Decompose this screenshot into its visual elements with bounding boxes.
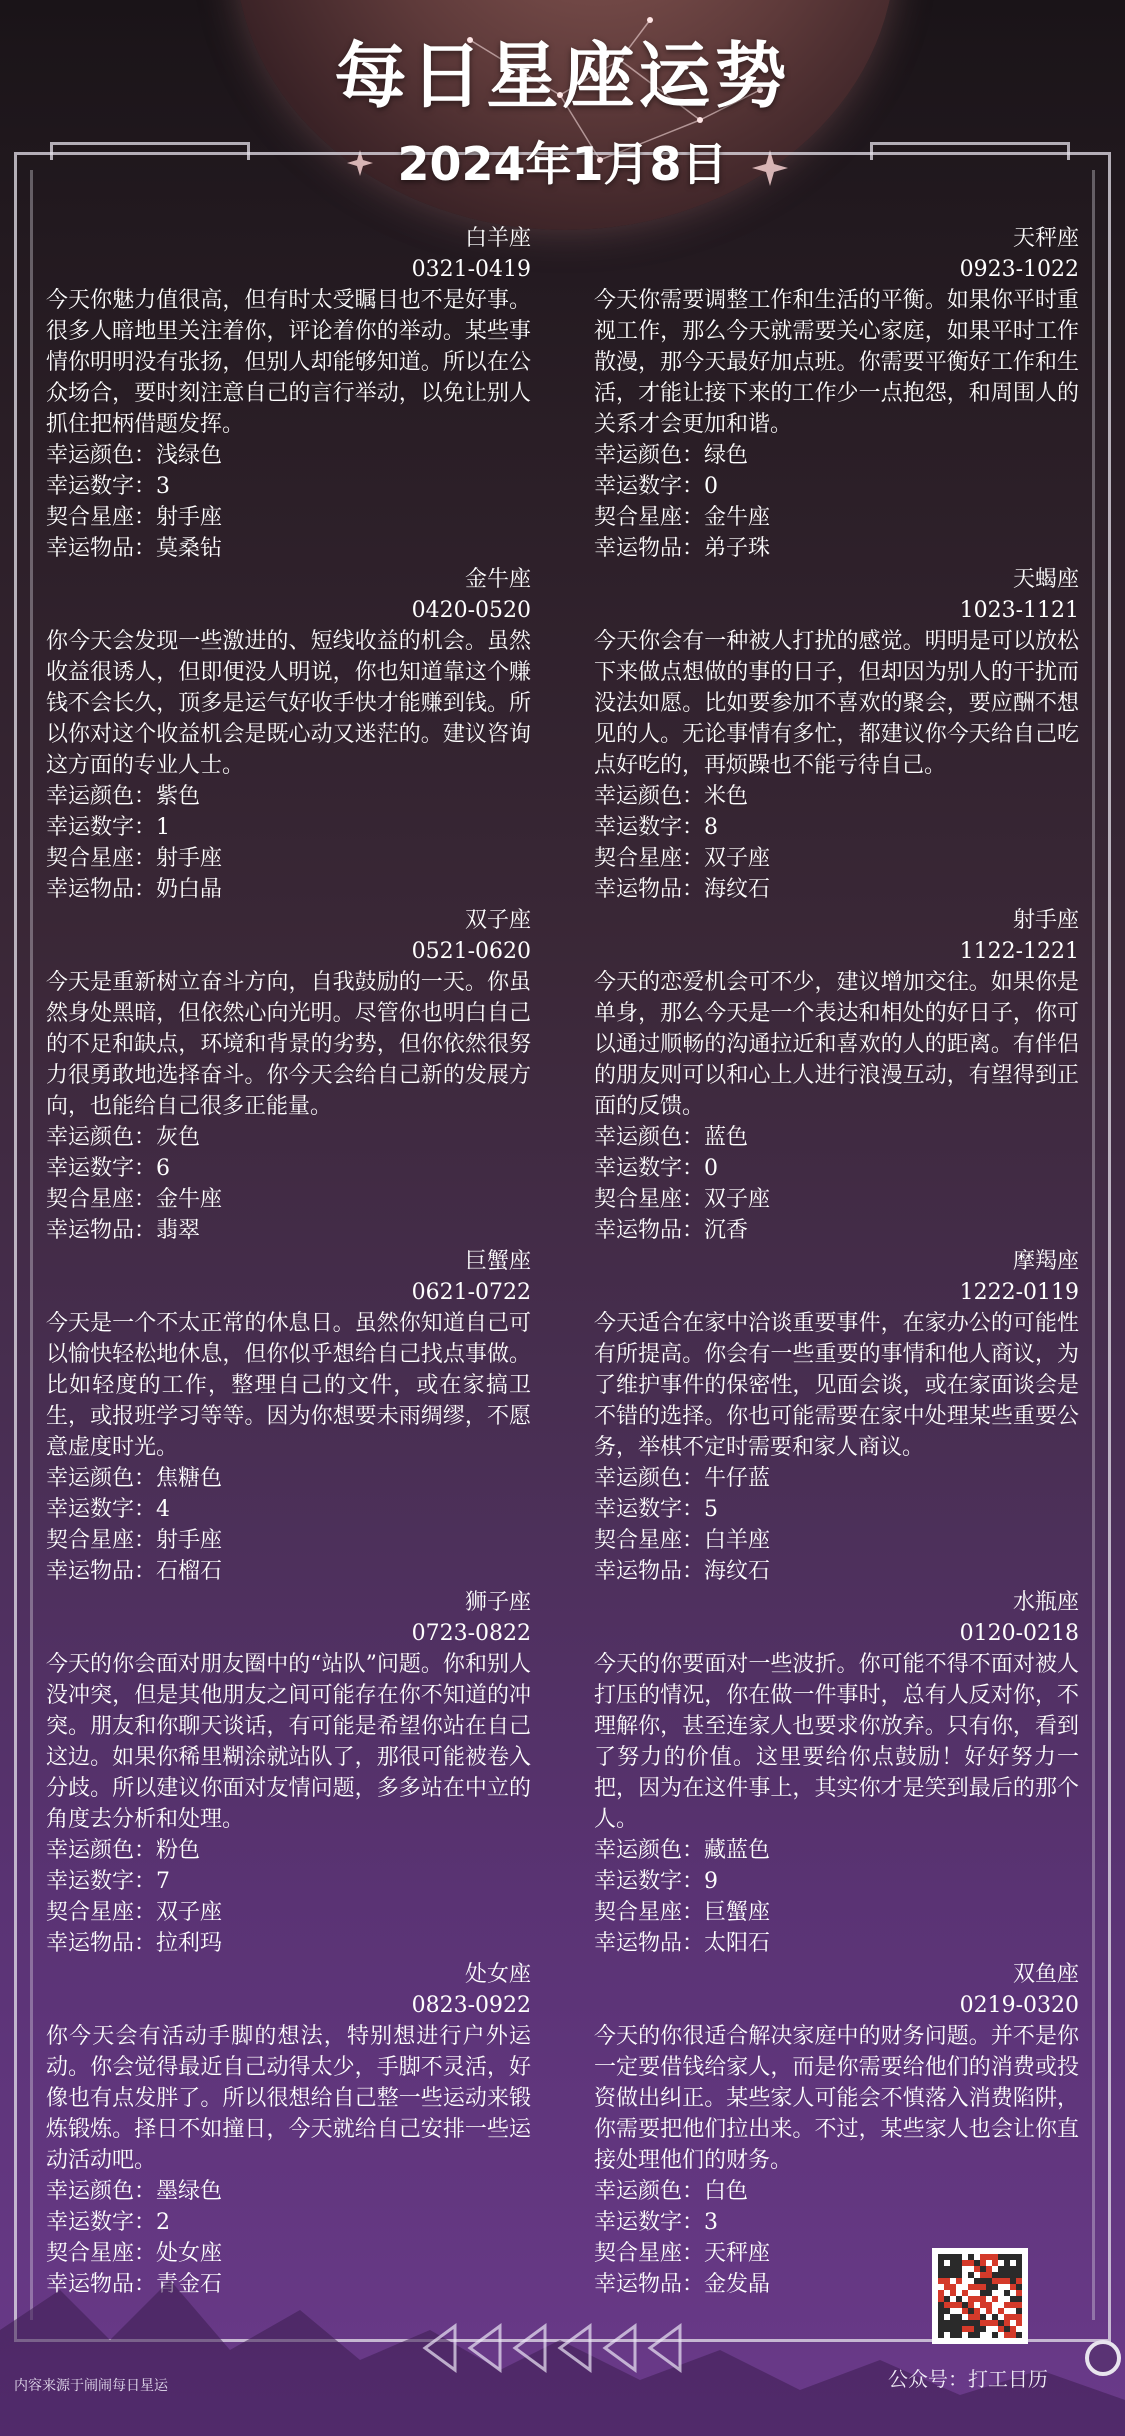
matching-sign: 契合星座：金牛座 xyxy=(594,505,771,530)
sign-date-range: 0521-0620 xyxy=(411,939,531,964)
lucky-color: 幸运颜色：灰色 xyxy=(46,1125,201,1150)
sign-date-range: 1222-0119 xyxy=(959,1280,1079,1305)
matching-sign: 契合星座：金牛座 xyxy=(46,1187,223,1212)
matching-sign: 契合星座：双子座 xyxy=(594,1187,771,1212)
lucky-item: 幸运物品：沉香 xyxy=(594,1218,749,1243)
matching-sign: 契合星座：射手座 xyxy=(46,1528,223,1553)
sign-card-leo xyxy=(46,1587,531,1959)
lucky-color: 幸运颜色：焦糖色 xyxy=(46,1466,223,1491)
qr-code xyxy=(932,2248,1028,2344)
lucky-number: 幸运数字：4 xyxy=(46,1497,170,1522)
sign-fortune-text: 今天的你要面对一些波折。你可能不得不面对被人打压的情况，你在做一件事时，总有人反对你，不理解你，甚至连家人也要求你放弃。只有你，看到了努力的价值。这里要给你点鼓励！好好努力一把，因为在这件事上，其实你才是笑到最后的那个人。 xyxy=(594,1652,1079,1832)
lucky-number: 幸运数字：3 xyxy=(46,474,170,499)
matching-sign: 契合星座：射手座 xyxy=(46,846,223,871)
sign-card-aries xyxy=(46,223,531,564)
matching-sign: 契合星座：白羊座 xyxy=(594,1528,771,1553)
lucky-item: 幸运物品：海纹石 xyxy=(594,1559,771,1584)
lucky-item: 幸运物品：金发晶 xyxy=(594,2272,771,2297)
lucky-item: 幸运物品：弟子珠 xyxy=(594,536,771,561)
sign-card-libra xyxy=(594,223,1079,564)
lucky-number: 幸运数字：6 xyxy=(46,1156,170,1181)
lucky-number: 幸运数字：9 xyxy=(594,1869,718,1894)
sign-card-gemini xyxy=(46,905,531,1246)
lucky-color: 幸运颜色：绿色 xyxy=(594,443,749,468)
sign-name: 金牛座 xyxy=(464,567,531,592)
sign-name: 双鱼座 xyxy=(1012,1962,1079,1987)
sign-fortune-text: 今天适合在家中洽谈重要事件，在家办公的可能性有所提高。你会有一些重要的事情和他人商议，为了维护事件的保密性，见面会谈，或在家面谈会是不错的选择。你也可能需要在家中处理某些重要公务，举棋不定时需要和家人商议。 xyxy=(594,1311,1079,1460)
sign-name: 摩羯座 xyxy=(1012,1249,1079,1274)
lucky-item: 幸运物品：莫桑钻 xyxy=(46,536,223,561)
lucky-color: 幸运颜色：白色 xyxy=(594,2179,749,2204)
sign-fortune-text: 今天是重新树立奋斗方向，自我鼓励的一天。你虽然身处黑暗，但依然心向光明。尽管你也明白自己的不足和缺点，环境和背景的劣势，但你依然很努力很勇敢地选择奋斗。你今天会给自己新的发展方向，也能给自己很多正能量。 xyxy=(46,970,531,1119)
page-title: 每日星座运势 xyxy=(334,34,791,118)
lucky-number: 幸运数字：8 xyxy=(594,815,718,840)
lucky-number: 幸运数字：3 xyxy=(594,2210,718,2235)
lucky-item: 幸运物品：青金石 xyxy=(46,2272,223,2297)
sign-card-taurus xyxy=(46,564,531,905)
sign-name: 水瓶座 xyxy=(1012,1590,1079,1615)
lucky-color: 幸运颜色：浅绿色 xyxy=(46,443,223,468)
matching-sign: 契合星座：双子座 xyxy=(46,1900,223,1925)
lucky-color: 幸运颜色：米色 xyxy=(594,784,749,809)
sign-fortune-text: 今天你会有一种被人打扰的感觉。明明是可以放松下来做点想做的事的日子，但却因为别人的干扰而没法如愿。比如要参加不喜欢的聚会，要应酬不想见的人。无论事情有多忙，都建议你今天给自己吃点好吃的，再烦躁也不能亏待自己。 xyxy=(594,629,1079,778)
lucky-number: 幸运数字：5 xyxy=(594,1497,718,1522)
sign-date-range: 0923-1022 xyxy=(959,257,1079,282)
corner-dot-decoration xyxy=(1085,2340,1121,2376)
lucky-color: 幸运颜色：粉色 xyxy=(46,1838,201,1863)
sign-name: 射手座 xyxy=(1012,908,1079,933)
lucky-number: 幸运数字：1 xyxy=(46,815,170,840)
frame-line-left xyxy=(30,170,33,2320)
right-column xyxy=(594,223,1079,2300)
lucky-number: 幸运数字：2 xyxy=(46,2210,170,2235)
sign-date-range: 0420-0520 xyxy=(411,598,531,623)
sign-date-range: 0321-0419 xyxy=(411,257,531,282)
lucky-item: 幸运物品：翡翠 xyxy=(46,1218,201,1243)
lucky-color: 幸运颜色：墨绿色 xyxy=(46,2179,223,2204)
sign-date-range: 0120-0218 xyxy=(959,1621,1079,1646)
frame-line-right xyxy=(1092,170,1095,2320)
sign-date-range: 0621-0722 xyxy=(411,1280,531,1305)
sign-name: 白羊座 xyxy=(464,226,531,251)
sign-fortune-text: 今天的你会面对朋友圈中的“站队”问题。你和别人没冲突，但是其他朋友之间可能存在你不知道的冲突。朋友和你聊天谈话，有可能是希望你站在自己这边。如果你稀里糊涂就站队了，那很可能被卷入分歧。所以建议你面对友情问题，多多站在中立的角度去分析和处理。 xyxy=(46,1652,531,1832)
sign-date-range: 1122-1221 xyxy=(959,939,1079,964)
sign-card-capricorn xyxy=(594,1246,1079,1587)
sign-name: 天秤座 xyxy=(1012,226,1079,251)
sign-fortune-text: 今天的你很适合解决家庭中的财务问题。并不是你一定要借钱给家人，而是你需要给他们的消费或投资做出纠正。某些家人可能会不慎落入消费陷阱，你需要把他们拉出来。不过，某些家人也会让你直接处理他们的财务。 xyxy=(594,2024,1079,2173)
lucky-item: 幸运物品：奶白晶 xyxy=(46,877,223,902)
sign-fortune-text: 今天的恋爱机会可不少，建议增加交往。如果你是单身，那么今天是一个表达和相处的好日子，你可以通过顺畅的沟通拉近和喜欢的人的距离。有伴侣的朋友则可以和心上人进行浪漫互动，有望得到正面的反馈。 xyxy=(594,970,1079,1119)
matching-sign: 契合星座：巨蟹座 xyxy=(594,1900,771,1925)
lucky-color: 幸运颜色：紫色 xyxy=(46,784,201,809)
lucky-number: 幸运数字：7 xyxy=(46,1869,170,1894)
sign-fortune-text: 你今天会发现一些激进的、短线收益的机会。虽然收益很诱人，但即便没人明说，你也知道靠这个赚钱不会长久，顶多是运气好收手快才能赚到钱。所以你对这个收益机会是既心动又迷茫的。建议咨询这方面的专业人士。 xyxy=(46,629,531,778)
matching-sign: 契合星座：天秤座 xyxy=(594,2241,771,2266)
lucky-item: 幸运物品：太阳石 xyxy=(594,1931,771,1956)
sign-card-cancer xyxy=(46,1246,531,1587)
account-name: 公众号：打工日历 xyxy=(888,2367,1048,2391)
sign-fortune-text: 今天你魅力值很高，但有时太受瞩目也不是好事。很多人暗地里关注着你，评论着你的举动。某些事情你明明没有张扬，但别人却能够知道。所以在公众场合，要时刻注意自己的言行举动，以免让别人抓住把柄借题发挥。 xyxy=(46,288,531,437)
lucky-item: 幸运物品：石榴石 xyxy=(46,1559,223,1584)
sign-date-range: 0723-0822 xyxy=(411,1621,531,1646)
lucky-item: 幸运物品：拉利玛 xyxy=(46,1931,223,1956)
sign-date-range: 0219-0320 xyxy=(959,1993,1079,2018)
sign-name: 巨蟹座 xyxy=(464,1249,531,1274)
lucky-number: 幸运数字：0 xyxy=(594,474,718,499)
lucky-color: 幸运颜色：藏蓝色 xyxy=(594,1838,771,1863)
left-column xyxy=(46,223,531,2300)
sign-date-range: 0823-0922 xyxy=(411,1993,531,2018)
matching-sign: 契合星座：射手座 xyxy=(46,505,223,530)
content-source-note: 内容来源于闹闹每日星运 xyxy=(14,2378,168,2394)
sign-card-scorpio xyxy=(594,564,1079,905)
sign-fortune-text: 你今天会有活动手脚的想法，特别想进行户外运动。你会觉得最近自己动得太少，手脚不灵活，好像也有点发胖了。所以很想给自己整一些运动来锻炼锻炼。择日不如撞日，今天就给自己安排一些运动活动吧。 xyxy=(46,2024,531,2173)
sign-fortune-text: 今天你需要调整工作和生活的平衡。如果你平时重视工作，那么今天就需要关心家庭，如果平时工作散漫，那今天最好加点班。你需要平衡好工作和生活，才能让接下来的工作少一点抱怨，和周围人的关系才会更加和谐。 xyxy=(594,288,1079,437)
sign-name: 狮子座 xyxy=(464,1590,531,1615)
lucky-color: 幸运颜色：牛仔蓝 xyxy=(594,1466,771,1491)
matching-sign: 契合星座：处女座 xyxy=(46,2241,223,2266)
sign-fortune-text: 今天是一个不太正常的休息日。虽然你知道自己可以愉快轻松地休息，但你似乎想给自己找点事做。比如轻度的工作，整理自己的文件，或在家搞卫生，或报班学习等等。因为你想要未雨绸缪，不愿意虚度时光。 xyxy=(46,1311,531,1460)
sign-name: 双子座 xyxy=(464,908,531,933)
sign-date-range: 1023-1121 xyxy=(959,598,1079,623)
sign-name: 处女座 xyxy=(464,1962,531,1987)
lucky-item: 幸运物品：海纹石 xyxy=(594,877,771,902)
sign-card-aquarius xyxy=(594,1587,1079,1959)
lucky-number: 幸运数字：0 xyxy=(594,1156,718,1181)
sign-card-sagittarius xyxy=(594,905,1079,1246)
lucky-color: 幸运颜色：蓝色 xyxy=(594,1125,749,1150)
matching-sign: 契合星座：双子座 xyxy=(594,846,771,871)
sign-name: 天蝎座 xyxy=(1012,567,1079,592)
page-date: 2024年1月8日 xyxy=(397,137,728,191)
arrow-decoration xyxy=(415,2318,705,2378)
